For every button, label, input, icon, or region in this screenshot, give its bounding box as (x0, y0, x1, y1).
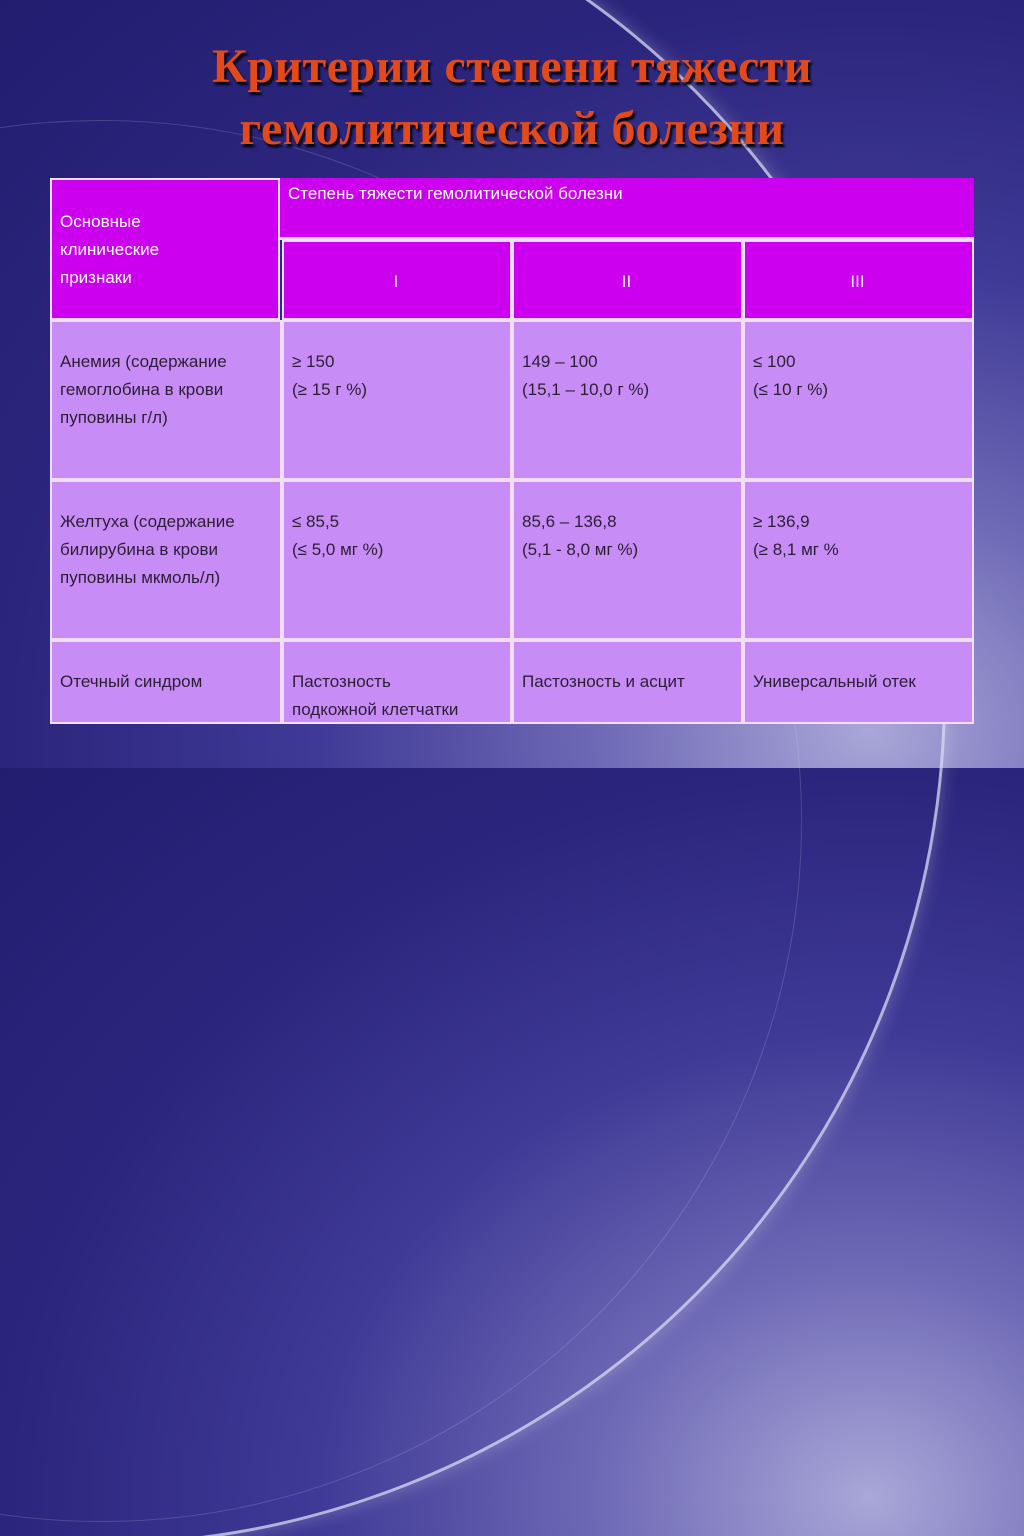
slide-title (0, 36, 1024, 160)
cell-line: ≤ 85,5 (292, 512, 340, 531)
table-cell (282, 480, 512, 640)
row-label-cell (50, 640, 282, 724)
row-label-line: билирубина в крови (60, 540, 219, 559)
table-cell (512, 480, 743, 640)
degree-header-cell (282, 240, 512, 320)
degree-header-label: III (850, 272, 865, 291)
cell-line: Пастозность (292, 672, 391, 691)
table-cell (282, 640, 512, 724)
group-header-label: Степень тяжести гемолитической болезни (288, 184, 623, 203)
row-label-line: пуповины мкмоль/л) (60, 568, 221, 587)
degree-header-cell (743, 240, 974, 320)
degree-header-label: II (621, 272, 632, 291)
row-label-line: Анемия (содержание (60, 352, 227, 371)
row-label-line: гемоглобина в крови (60, 380, 224, 399)
table-cell (512, 320, 743, 480)
cell-line: (5,1 - 8,0 мг %) (522, 540, 639, 559)
table-cell (282, 320, 512, 480)
table-cell (743, 480, 974, 640)
row-label-line: Отечный синдром (60, 672, 203, 691)
cell-line: 85,6 – 136,8 (522, 512, 617, 531)
table-cell (743, 320, 974, 480)
cell-line: (≤ 5,0 мг %) (292, 540, 384, 559)
row-header-line: Основные (60, 212, 141, 231)
table-cell (512, 640, 743, 724)
cell-line: подкожной клетчатки (292, 700, 459, 719)
row-header-line: клинические (60, 240, 160, 259)
cell-line: ≤ 100 (753, 352, 796, 371)
slide-title-line-1: Критерии степени тяжести (211, 40, 813, 93)
table-cell (743, 640, 974, 724)
row-label-line: Желтуха (содержание (60, 512, 235, 531)
cell-line: ≥ 136,9 (753, 512, 810, 531)
degree-header-label: I (393, 272, 399, 291)
cell-line: 149 – 100 (522, 352, 598, 371)
severity-criteria-table (50, 178, 974, 724)
cell-line: (≤ 10 г %) (753, 380, 829, 399)
cell-line: Универсальный отек (753, 672, 916, 691)
row-label-cell (50, 480, 282, 640)
cell-line: (≥ 15 г %) (292, 380, 368, 399)
cell-line: (15,1 – 10,0 г %) (522, 380, 650, 399)
cell-line: ≥ 150 (292, 352, 335, 371)
cell-line: Пастозность и асцит (522, 672, 685, 691)
degree-header-cell (512, 240, 743, 320)
row-header-line: признаки (60, 268, 132, 287)
row-label-line: пуповины г/л) (60, 408, 168, 427)
cell-line: (≥ 8,1 мг % (753, 540, 839, 559)
slide-title-line-2: гемолитической болезни (239, 102, 785, 155)
row-header-cell (50, 178, 280, 320)
row-label-cell (50, 320, 282, 480)
group-header-cell (280, 178, 974, 240)
